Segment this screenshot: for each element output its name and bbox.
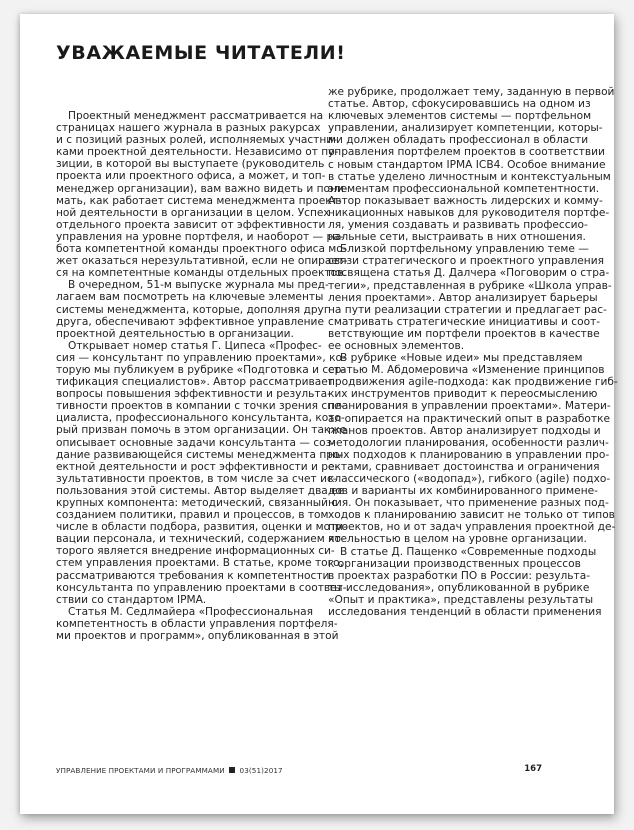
text-column-left [56, 110, 348, 643]
text-line: дов и варианты их комбинированного примене- [328, 485, 598, 498]
separator-square-icon [229, 767, 235, 773]
text-line: ал опирается на практический опыт в разработке [328, 412, 611, 425]
text-line: статью М. Абдомеровича «Изменение принципов [328, 364, 605, 377]
text-line: страницах нашего журнала в разных ракурсах [56, 122, 321, 135]
text-line: рый призван помочь в этом организации. Он также [56, 424, 347, 437]
text-line: числе в области подбора, развития, оценки и моти- [56, 521, 347, 534]
text-line: отдельного проекта зависит от эффективности [56, 218, 326, 231]
text-line: управления портфелем проектов в соответствии [328, 146, 605, 159]
text-line: В очередном, 51-м выпуске журнала мы пред- [68, 279, 329, 292]
text-line: к организации производственных процессов [328, 557, 581, 570]
text-line: на пути реализации стратегии и предлагает рас- [328, 303, 607, 316]
page-title: УВАЖАЕМЫЕ ЧИТАТЕЛИ! [56, 42, 346, 64]
text-line: статье. Автор, сфокусировавшись на одном из [328, 98, 591, 111]
text-line: «Опыт и практика», представлены результаты [328, 593, 594, 606]
text-line: Статья М. Седлмайера «Профессиональная [68, 605, 314, 618]
text-line: мать, как работает система менеджмента проект- [56, 194, 342, 207]
text-line: тегии», представленная в рубрике «Школа управ- [328, 279, 612, 292]
text-line: В статье Д. Пащенко «Современные подходы [340, 545, 597, 558]
text-line: управления на уровне портфеля, и наоборот — ра- [56, 230, 344, 243]
text-line: крупных компонента: методический, связанный с [56, 497, 338, 509]
text-line: связи стратегического и проектного управления [328, 255, 604, 268]
text-line: в проектах разработки ПО в России: результа- [328, 569, 591, 582]
text-line: созданием политики, правил и процессов, в том [56, 509, 329, 522]
text-line: зиции, в которой вы выступаете (руководитель [56, 158, 325, 171]
text-line: ми должен обладать профессионал в области [328, 134, 589, 147]
text-line: посвящена статья Д. Далчера «Поговорим о стра- [328, 267, 610, 280]
page-number: 167 [524, 764, 542, 774]
text-line: элементам профессиональной компетентности. [328, 182, 600, 195]
text-line: ления проектами». Автор анализирует барьеры [328, 291, 598, 304]
text-line: рассматриваются требования к компетентности [56, 569, 330, 582]
text-line: ствии со стандартом IPMA. [56, 593, 207, 606]
text-line: пользования этой системы. Автор выделяет два ее [56, 484, 345, 497]
text-line: лагаем вам посмотреть на ключевые элементы [56, 291, 324, 304]
text-line: ектной деятельности и рост эффективности и ре- [56, 460, 339, 473]
text-line: жет оказаться нерезультативной, если не опирает- [56, 255, 348, 268]
text-line: ветствующие им портфели проектов в качестве [328, 327, 600, 340]
text-line: планирования в управлении проектами». Матери- [328, 400, 611, 413]
text-line: Проектный менеджмент рассматривается на [68, 110, 324, 122]
text-line: ся на компетентные команды отдельных проектов. [56, 267, 347, 280]
text-line: торую мы публикуем в рубрике «Подготовка и сер- [56, 363, 346, 376]
text-line: исследования тенденций в области применения [328, 606, 602, 619]
text-line: менеджер организации), вам важно видеть и пони- [56, 182, 348, 195]
text-line: друга, обеспечивают эффективное управление [56, 315, 324, 328]
text-line: классического («водопад»), гибкого (agile) подхо- [328, 473, 611, 485]
text-line: ных подходов к планированию в управлении про- [328, 448, 610, 461]
text-line: вопросы повышения эффективности и результа- [56, 388, 331, 401]
text-line: и с позиций разных ролей, исполняемых участни- [56, 134, 337, 147]
text-line: проекта или проектного офиса, а может, и топ- [56, 170, 326, 183]
text-line: консультанта по управлению проектами в соответ- [56, 581, 347, 594]
text-line: торого является внедрение информационных си- [56, 545, 335, 558]
text-column-right [328, 86, 618, 619]
text-line: дание развивающейся системы менеджмента про- [56, 448, 344, 461]
text-line: с новым стандартом IPMA ICB4. Особое внимание [328, 158, 606, 171]
magazine-page [20, 14, 618, 814]
text-line: продвижения agile-подхода: как продвижение гиб- [328, 376, 618, 389]
text-line: тивности проектов в компании с точки зрения спе- [56, 400, 345, 413]
text-line: системы менеджмента, которые, дополняя друг [56, 303, 330, 316]
text-line: ходов к планированию зависит не только от типов [328, 509, 615, 522]
text-line: ключевых элементов системы — портфельном [328, 110, 592, 123]
text-line: сия — консультант по управлению проектами», ко- [56, 351, 346, 364]
text-line: управлении, анализирует компетенции, которы- [328, 122, 603, 135]
text-line: компетентность в области управления портфеля- [56, 617, 338, 630]
text-line: стем управления проектами. В статье, кроме того, [56, 557, 344, 570]
text-line: описывает основные задачи консультанта — соз- [56, 436, 336, 449]
text-line: ной деятельности в организации в целом. Успех [56, 206, 330, 219]
text-line: ля, умения создавать и развивать профессио- [328, 219, 588, 232]
text-line: Автор показывает важность лидерских и комму- [328, 194, 603, 207]
text-line: же рубрике, продолжает тему, заданную в первой [328, 86, 615, 98]
text-line: ками проектной деятельности. Независимо от по- [56, 146, 339, 159]
text-line: вации персонала, и технический, содержанием ко- [56, 533, 345, 546]
text-line: Близкой портфельному управлению теме — [340, 243, 589, 256]
text-line: зультативности проектов, в том числе за счет ис- [56, 472, 337, 485]
text-line: методологии планирования, особенности различ- [328, 436, 609, 449]
text-line: ектами, сравнивает достоинства и ограничения [328, 460, 600, 473]
text-line: Открывает номер статья Г. Ципеса «Профес- [68, 339, 322, 352]
text-line: ми проектов и программ», опубликованная в этой [56, 630, 339, 643]
text-line: ты исследования», опубликованной в рубрике [328, 581, 590, 594]
text-line: проектов, но и от задач управления проектной де- [328, 521, 616, 534]
journal-name: УПРАВЛЕНИЕ ПРОЕКТАМИ И ПРОГРАММАМИ [56, 766, 225, 775]
text-line: сматривать стратегические инициативы и соот- [328, 315, 601, 328]
text-line: ее основных элементов. [328, 339, 465, 352]
text-line: ких инструментов приводит к переосмыслению [328, 388, 598, 401]
running-footer [56, 766, 283, 775]
issue-number: 03(51)2017 [239, 766, 283, 775]
text-line: нальные сети, выстраивать в них отношения. [328, 231, 586, 244]
text-line: в статье уделено личностным и контекстуальным [328, 170, 611, 183]
text-line: ятельностью в целом на уровне организации. [328, 533, 587, 546]
text-line: никационных навыков для руководителя портфе- [328, 206, 610, 219]
text-line: ния. Он показывает, что применение разных под- [328, 497, 609, 510]
text-line: планов проектов. Автор анализирует подходы и [328, 424, 601, 437]
text-line: циалиста, профессионального консультанта, кото- [56, 412, 345, 425]
text-line: бота компетентной команды проектного офиса мо- [56, 243, 347, 256]
text-line: проектной деятельностью в организации. [56, 327, 294, 340]
text-line: В рубрике «Новые идеи» мы представляем [340, 352, 583, 365]
text-line: тификация специалистов». Автор рассматривает [56, 376, 334, 389]
